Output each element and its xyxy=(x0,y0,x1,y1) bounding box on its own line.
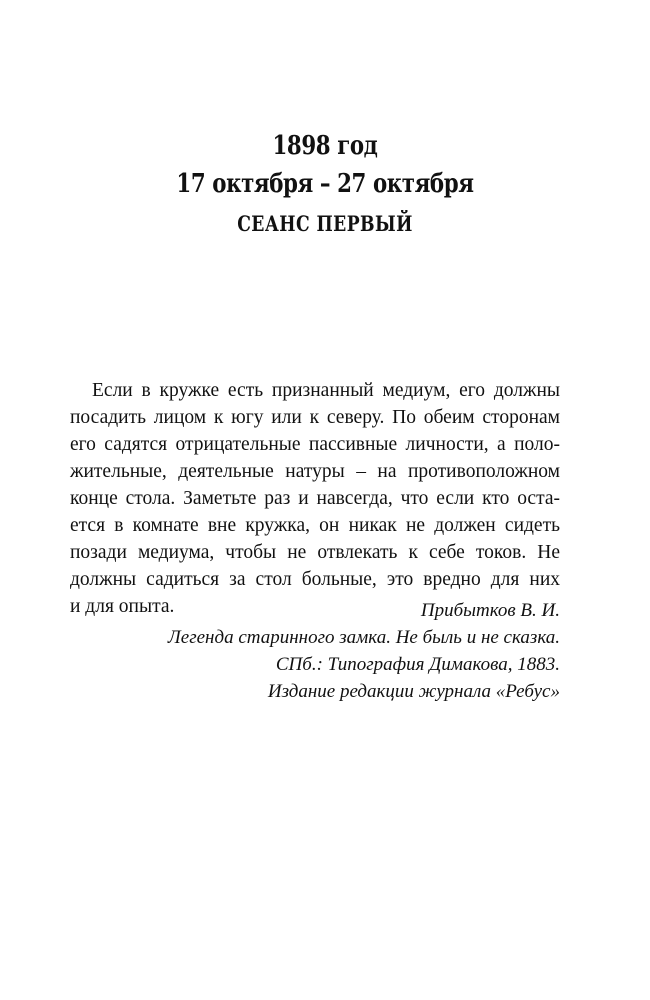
epigraph-line: жительные, деятельные натуры – на противоположном xyxy=(70,461,560,482)
epigraph-source xyxy=(70,597,560,705)
epigraph-text xyxy=(70,377,560,620)
heading-section-title: СЕАНС ПЕРВЫЙ xyxy=(237,211,413,236)
chapter-heading xyxy=(0,127,650,241)
source-title: Легенда старинного замка. Не быль и не сказка. xyxy=(167,627,560,648)
epigraph-line: конце стола. Заметьте раз и навсегда, что если кто оста- xyxy=(70,488,560,509)
epigraph-line: ется в комнате вне кружка, он никак не должен сидеть xyxy=(70,515,560,536)
epigraph-line: позади медиума, чтобы не отвлекать к себе токов. Не xyxy=(70,542,560,563)
epigraph-line: должны садиться за стол больные, это вредно для них xyxy=(70,569,560,590)
source-edition: Издание редакции журнала «Ребус» xyxy=(267,681,560,702)
epigraph-line: Если в кружке есть признанный медиум, его должны xyxy=(92,380,560,401)
source-author: Прибытков В. И. xyxy=(420,600,560,621)
heading-year: 1898 год xyxy=(272,131,378,161)
epigraph-line: его садятся отрицательные пассивные личности, а поло- xyxy=(70,434,560,455)
epigraph-line: и для опыта. xyxy=(70,596,175,617)
source-imprint: СПб.: Типография Димакова, 1883. xyxy=(275,654,560,675)
heading-dates: 17 октября – 27 октября xyxy=(176,169,474,199)
epigraph-line: посадить лицом к югу или к северу. По обеим сторонам xyxy=(70,407,560,428)
